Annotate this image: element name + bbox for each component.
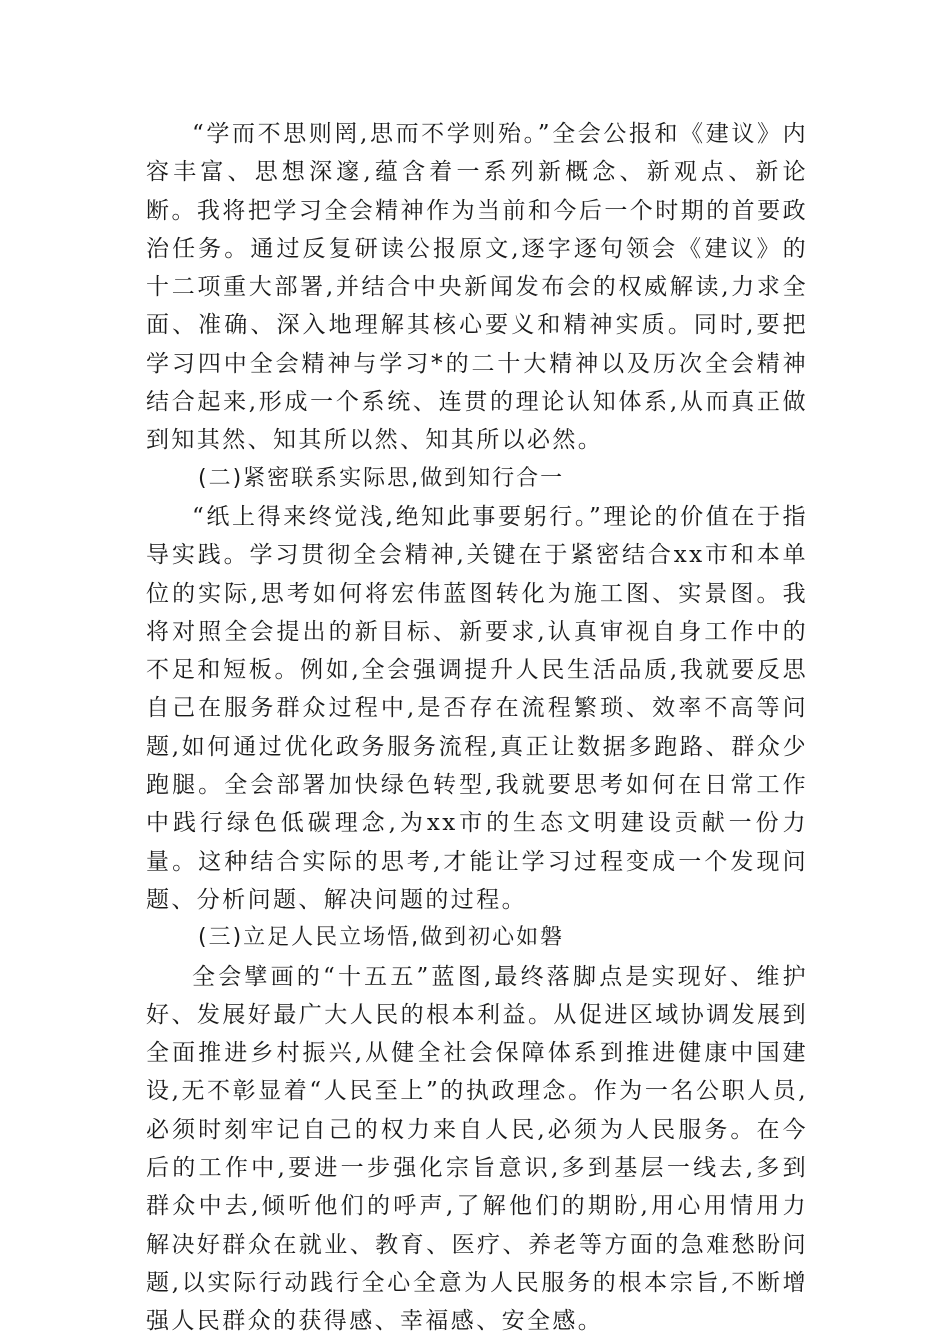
paragraph-people: 全会擘画的“十五五”蓝图,最终落脚点是实现好、维护好、发展好最广大人民的根本利益。从促进区域协调发展到全面推进乡村振兴,从健全社会保障体系到推进健康中国建设,无不彰显着“人民至上”的执政理念。作为一名公职人员,必须时刻牢记自己的权力来自人民,必须为人民服务。在今后的工作中,要进一步强化宗旨意识,多到基层一线去,多到群众中去,倾听他们的呼声,了解他们的期盼,用心用情用力解决好群众在就业、教育、医疗、养老等方面的急难愁盼问题,以实际行动践行全心全意为人民服务的根本宗旨,不断增强人民群众的获得感、幸福感、安全感。 (146, 963, 808, 1335)
paragraph-practice: “纸上得来终觉浅,绝知此事要躬行。”理论的价值在于指导实践。学习贯彻全会精神,关键在于紧密结合xx市和本单位的实际,思考如何将宏伟蓝图转化为施工图、实景图。我将对照全会提出的新目标、新要求,认真审视自身工作中的不足和短板。例如,全会强调提升人民生活品质,我就要反思自己在服务群众过程中,是否存在流程繁琐、效率不高等问题,如何通过优化政务服务流程,真正让数据多跑路、群众少跑腿。全会部署加快绿色转型,我就要思考如何在日常工作中践行绿色低碳理念,为xx市的生态文明建设贡献一份力量。这种结合实际的思考,才能让学习过程变成一个发现问题、分析问题、解决问题的过程。 (146, 503, 808, 913)
section-heading-2: (二)紧密联系实际思,做到知行合一 (198, 465, 565, 491)
document-page (146, 115, 808, 1341)
paragraph-study: “学而不思则罔,思而不学则殆。”全会公报和《建议》内容丰富、思想深邃,蕴含着一系列新概念、新观点、新论断。我将把学习全会精神作为当前和今后一个时期的首要政治任务。通过反复研读公报原文,逐字逐句领会《建议》的十二项重大部署,并结合中央新闻发布会的权威解读,力求全面、准确、深入地理解其核心要义和精神实质。同时,要把学习四中全会精神与学习*的二十大精神以及历次全会精神结合起来,形成一个系统、连贯的理论认知体系,从而真正做到知其然、知其所以然、知其所以必然。 (146, 121, 808, 454)
section-heading-3: (三)立足人民立场悟,做到初心如磐 (198, 925, 565, 951)
